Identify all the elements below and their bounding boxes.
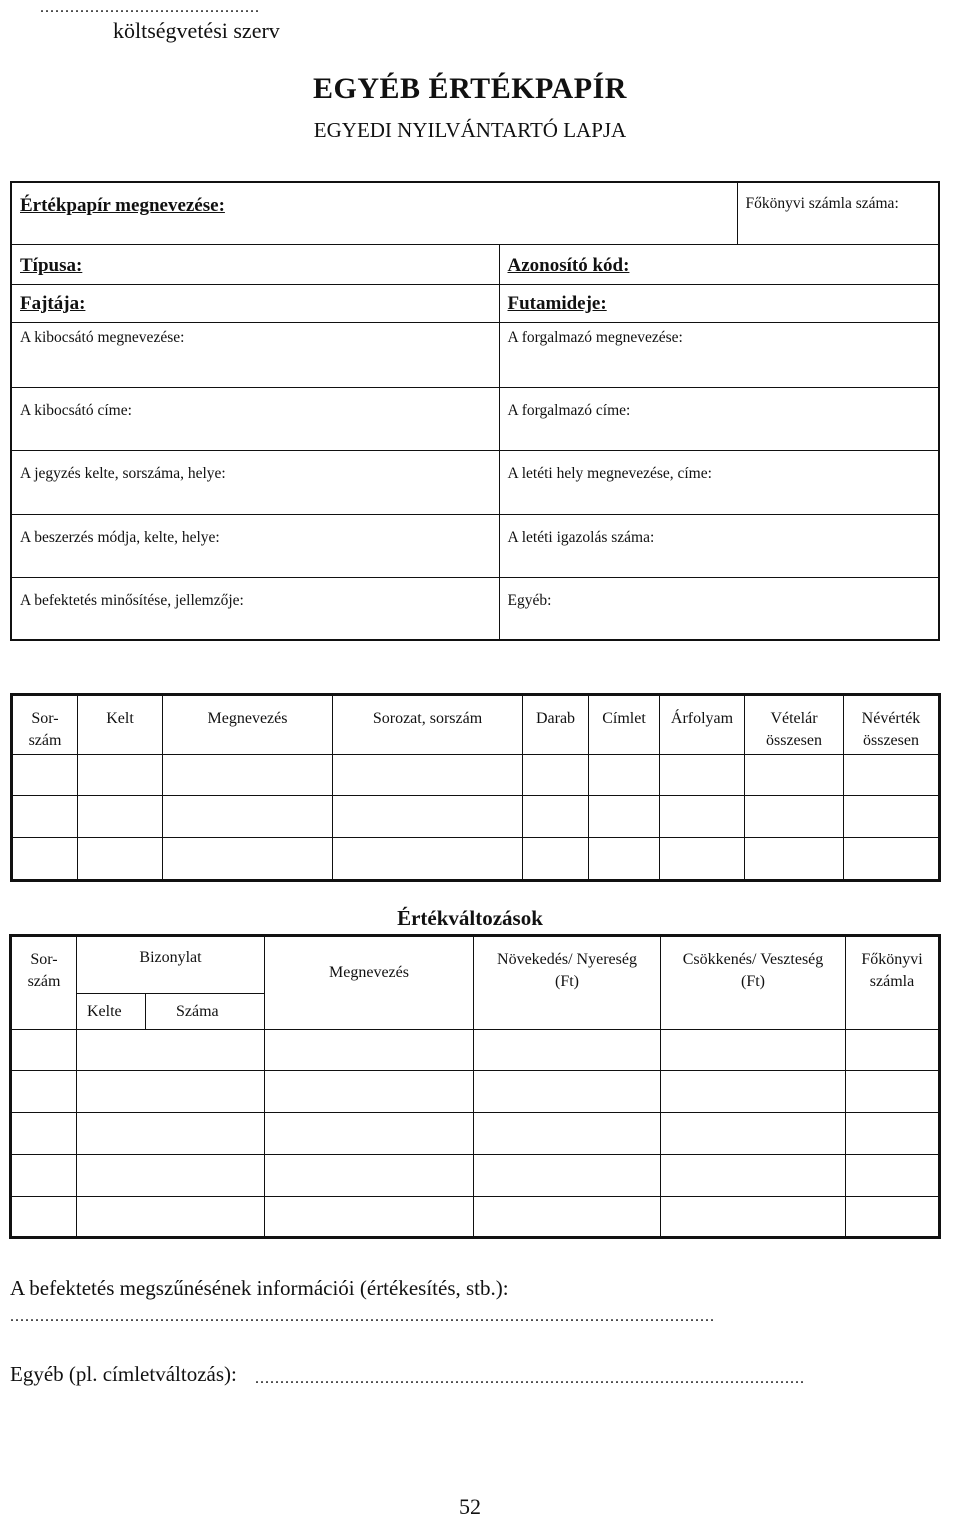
header-sorszam (12, 695, 78, 755)
table-cell[interactable] (265, 1113, 474, 1155)
header-csokkenes (661, 936, 846, 1030)
table-cell[interactable] (11, 1030, 77, 1071)
header-bizonylat: Bizonylat (77, 936, 265, 994)
distributor-name-cell[interactable] (499, 322, 939, 387)
table-row (12, 755, 940, 796)
table-cell[interactable] (265, 1071, 474, 1113)
security-name-label: Értékpapír megnevezése: (20, 195, 225, 216)
table-cell[interactable] (846, 1197, 940, 1238)
id-code-cell[interactable] (499, 244, 939, 284)
deposit-cert-label: A letéti igazolás száma: (507, 528, 655, 546)
table-cell[interactable] (844, 755, 940, 796)
issuer-address-cell[interactable] (11, 387, 499, 450)
header-sorszam-line1: Sor- (31, 710, 59, 727)
depository-label: A letéti hely megnevezése, címe: (507, 464, 712, 482)
table-cell[interactable] (474, 1113, 661, 1155)
table-cell[interactable] (474, 1071, 661, 1113)
table-cell[interactable] (661, 1155, 846, 1197)
table-cell[interactable] (660, 838, 745, 881)
investment-qual-cell[interactable] (11, 577, 499, 640)
issuer-name-cell[interactable] (11, 322, 499, 387)
table-row (11, 1197, 940, 1238)
table-cell[interactable] (78, 755, 163, 796)
table-cell[interactable] (745, 796, 844, 838)
table-cell[interactable] (333, 838, 523, 881)
header-vetelar (745, 695, 844, 755)
table-cell[interactable] (523, 796, 589, 838)
table-row (11, 1071, 940, 1113)
table-cell[interactable] (660, 755, 745, 796)
distributor-address-label: A forgalmazó címe: (507, 401, 631, 419)
table-cell[interactable] (660, 796, 745, 838)
page-number: 52 (459, 1494, 481, 1519)
page-subtitle: EGYEDI NYILVÁNTARTÓ LAPJA (313, 118, 627, 142)
header-csokkenes-line1: Csökkenés/ Veszteség (682, 951, 824, 968)
subscription-label: A jegyzés kelte, sorszáma, helye: (20, 464, 226, 482)
table-cell[interactable] (77, 1071, 265, 1113)
table-cell[interactable] (163, 755, 333, 796)
page-title: EGYÉB ÉRTÉKPAPÍR (313, 72, 627, 105)
table-row (11, 1155, 940, 1197)
table-cell[interactable] (844, 796, 940, 838)
header-nevertek-line2: összesen (863, 732, 919, 749)
table-cell[interactable] (12, 796, 78, 838)
header-novekedes (474, 936, 661, 1030)
table-cell[interactable] (589, 838, 660, 881)
investment-qual-label: A befektetés minősítése, jellemzője: (20, 591, 244, 609)
subscription-cell[interactable] (11, 450, 499, 514)
table-cell[interactable] (523, 838, 589, 881)
table-cell[interactable] (661, 1030, 846, 1071)
acquisition-label: A beszerzés módja, kelte, helye: (20, 528, 220, 546)
depository-cell[interactable] (499, 450, 939, 514)
header-fokonyvi (846, 936, 940, 1030)
other-change-label: Egyéb (pl. címletváltozás): (10, 1362, 237, 1386)
ledger-account-cell[interactable] (737, 182, 939, 244)
header-sorozat: Sorozat, sorszám (333, 695, 523, 755)
table-row (12, 796, 940, 838)
table-cell[interactable] (11, 1197, 77, 1238)
table-cell[interactable] (77, 1113, 265, 1155)
table-cell[interactable] (589, 796, 660, 838)
table-cell[interactable] (12, 755, 78, 796)
header-cimlet: Címlet (589, 695, 660, 755)
org-type-label: költségvetési szerv (113, 18, 280, 43)
table-cell[interactable] (333, 755, 523, 796)
other-label: Egyéb: (507, 591, 552, 609)
table-cell[interactable] (523, 755, 589, 796)
header-sorszam-line1: Sor- (30, 951, 58, 968)
kind-label: Fajtája: (20, 292, 86, 314)
org-name-dotted-line: ............................................ (40, 0, 260, 16)
table-cell[interactable] (846, 1030, 940, 1071)
type-label: Típusa: (20, 254, 83, 276)
table-cell[interactable] (661, 1071, 846, 1113)
table-cell[interactable] (77, 1155, 265, 1197)
header-megnevezes: Megnevezés (265, 936, 474, 1030)
section-title: Értékváltozások (397, 906, 543, 930)
header-fokonyvi-line2: számla (869, 973, 915, 990)
table-cell[interactable] (11, 1071, 77, 1113)
termination-info-label: A befektetés megszűnésének információi (értékesítés, stb.): (10, 1276, 509, 1300)
header-novekedes-line2: (Ft) (555, 973, 579, 990)
table-cell[interactable] (661, 1197, 846, 1238)
table-row (11, 1030, 940, 1071)
table-cell[interactable] (846, 1155, 940, 1197)
type-cell[interactable] (11, 244, 499, 284)
header-megnevezes: Megnevezés (163, 695, 333, 755)
table-cell[interactable] (265, 1197, 474, 1238)
header-novekedes-line1: Növekedés/ Nyereség (497, 951, 637, 968)
table-cell[interactable] (77, 1197, 265, 1238)
distributor-address-cell[interactable] (499, 387, 939, 450)
table-cell[interactable] (77, 1030, 265, 1071)
header-nevertek (844, 695, 940, 755)
table-cell[interactable] (844, 838, 940, 881)
table-cell[interactable] (661, 1113, 846, 1155)
maturity-cell[interactable] (499, 284, 939, 322)
table-cell[interactable] (333, 796, 523, 838)
header-kelte: Kelte (77, 994, 146, 1030)
header-szama: Száma (146, 994, 265, 1030)
table-cell[interactable] (846, 1071, 940, 1113)
header-vetelar-line2: összesen (766, 732, 822, 749)
header-kelt: Kelt (78, 695, 163, 755)
purchase-table (10, 693, 941, 882)
issuer-address-label: A kibocsátó címe: (20, 401, 132, 419)
table-cell[interactable] (589, 755, 660, 796)
header-nevertek-line1: Névérték (861, 710, 921, 727)
table-cell[interactable] (474, 1197, 661, 1238)
table-cell[interactable] (78, 796, 163, 838)
table-cell[interactable] (265, 1030, 474, 1071)
table-cell[interactable] (846, 1113, 940, 1155)
table-cell[interactable] (474, 1155, 661, 1197)
value-changes-table (9, 934, 941, 1239)
table-cell[interactable] (11, 1113, 77, 1155)
issuer-name-label: A kibocsátó megnevezése: (20, 328, 185, 346)
table-row (11, 1113, 940, 1155)
acquisition-cell[interactable] (11, 514, 499, 577)
security-info-table (10, 181, 940, 641)
header-sorszam-line2: szám (28, 732, 62, 749)
termination-info-dotted-line[interactable]: ............................................................................................................................................. (10, 1308, 715, 1325)
purchase-header-row (12, 695, 940, 755)
other-cell[interactable] (499, 577, 939, 640)
table-cell[interactable] (163, 796, 333, 838)
table-cell[interactable] (163, 838, 333, 881)
header-fokonyvi-line1: Főkönyvi (861, 951, 923, 968)
other-change-dotted-line[interactable]: .............................................................................................................. (255, 1370, 805, 1387)
table-cell[interactable] (745, 838, 844, 881)
deposit-cert-cell[interactable] (499, 514, 939, 577)
id-code-label: Azonosító kód: (507, 254, 630, 276)
table-row (12, 838, 940, 881)
header-vetelar-line1: Vételár (770, 710, 818, 727)
header-sorszam-line2: szám (27, 973, 61, 990)
distributor-name-label: A forgalmazó megnevezése: (507, 328, 683, 346)
header-darab: Darab (523, 695, 589, 755)
kind-cell[interactable] (11, 284, 499, 322)
security-name-cell[interactable] (11, 182, 737, 244)
ledger-account-label: Főkönyvi számla száma: (745, 195, 899, 212)
table-cell[interactable] (78, 838, 163, 881)
value-header-row (11, 936, 940, 994)
maturity-label: Futamideje: (507, 292, 607, 314)
header-arfolyam: Árfolyam (660, 695, 745, 755)
table-cell[interactable] (11, 1155, 77, 1197)
table-cell[interactable] (12, 838, 78, 881)
header-sorszam (11, 936, 77, 1030)
header-csokkenes-line2: (Ft) (741, 973, 765, 990)
table-cell[interactable] (745, 755, 844, 796)
table-cell[interactable] (474, 1030, 661, 1071)
table-cell[interactable] (265, 1155, 474, 1197)
